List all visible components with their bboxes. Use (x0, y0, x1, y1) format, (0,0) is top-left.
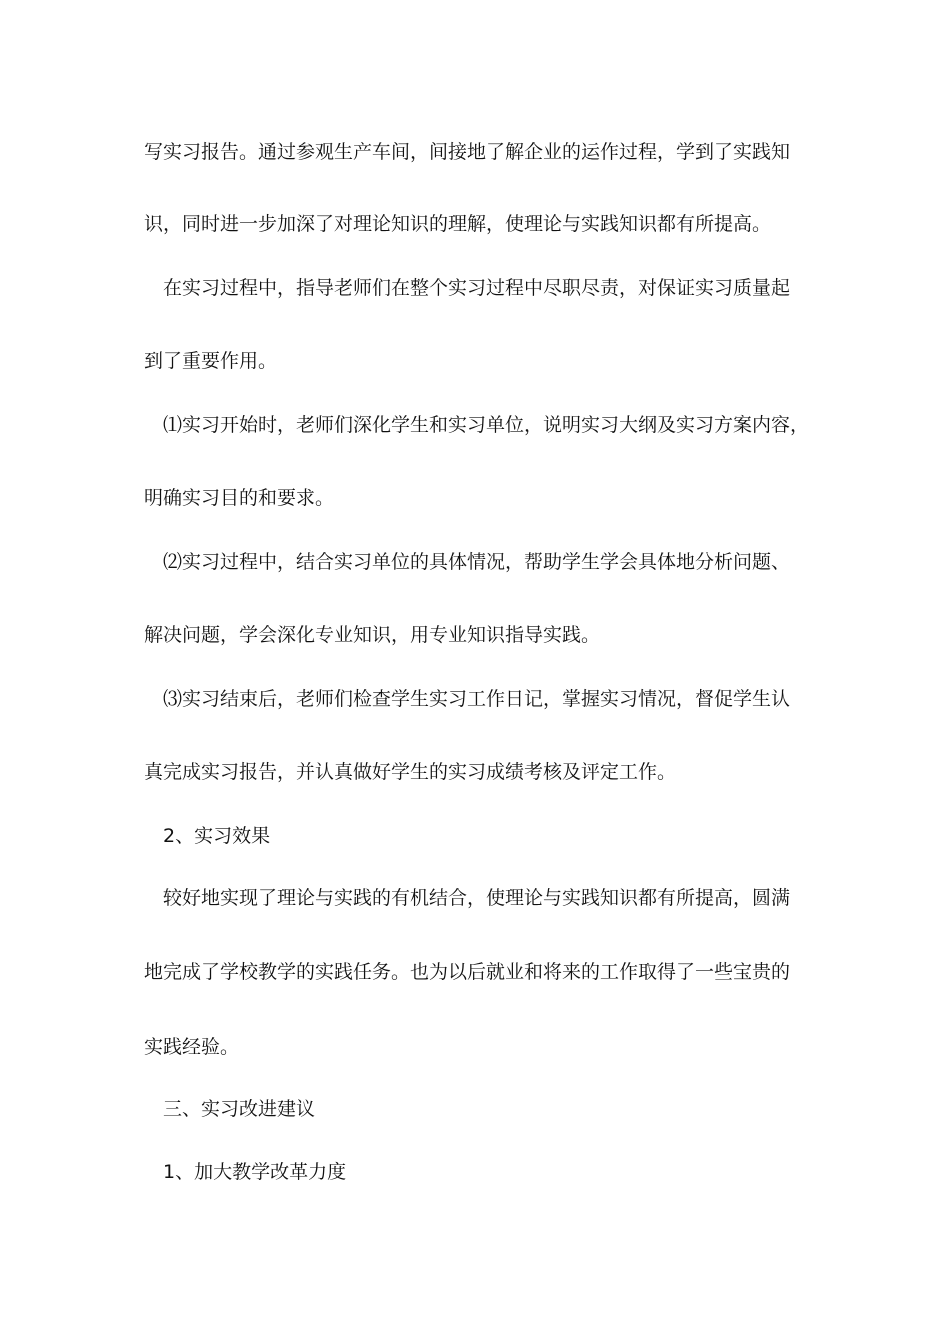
list-item-line: ⑵实习过程中，结合实习单位的具体情况，帮助学生学会具体地分析问题、 (163, 551, 791, 573)
paragraph-line: 实践经验。 (144, 1036, 240, 1058)
section-heading: 2、实习效果 (163, 825, 271, 847)
paragraph-line: 地完成了学校教学的实践任务。也为以后就业和将来的工作取得了一些宝贵的 (144, 961, 791, 983)
list-item-line: 明确实习目的和要求。 (144, 487, 335, 509)
list-item-line: ⑶实习结束后，老师们检查学生实习工作日记，掌握实习情况，督促学生认 (163, 688, 791, 710)
list-item-line: 解决问题，学会深化专业知识，用专业知识指导实践。 (144, 624, 601, 646)
list-item-line: 真完成实习报告，并认真做好学生的实习成绩考核及评定工作。 (144, 761, 677, 783)
paragraph-line: 到了重要作用。 (144, 350, 278, 372)
paragraph-line: 识，同时进一步加深了对理论知识的理解，使理论与实践知识都有所提高。 (144, 213, 772, 235)
paragraph-line: 较好地实现了理论与实践的有机结合，使理论与实践知识都有所提高，圆满 (163, 887, 791, 909)
section-heading: 三、实习改进建议 (163, 1098, 316, 1120)
list-item-line: ⑴实习开始时，老师们深化学生和实习单位，说明实习大纲及实习方案内容， (163, 414, 810, 436)
subsection-heading: 1、加大教学改革力度 (163, 1161, 347, 1183)
paragraph-line: 在实习过程中，指导老师们在整个实习过程中尽职尽责，对保证实习质量起 (163, 277, 791, 299)
paragraph-line: 写实习报告。通过参观生产车间，间接地了解企业的运作过程，学到了实践知 (144, 141, 791, 163)
